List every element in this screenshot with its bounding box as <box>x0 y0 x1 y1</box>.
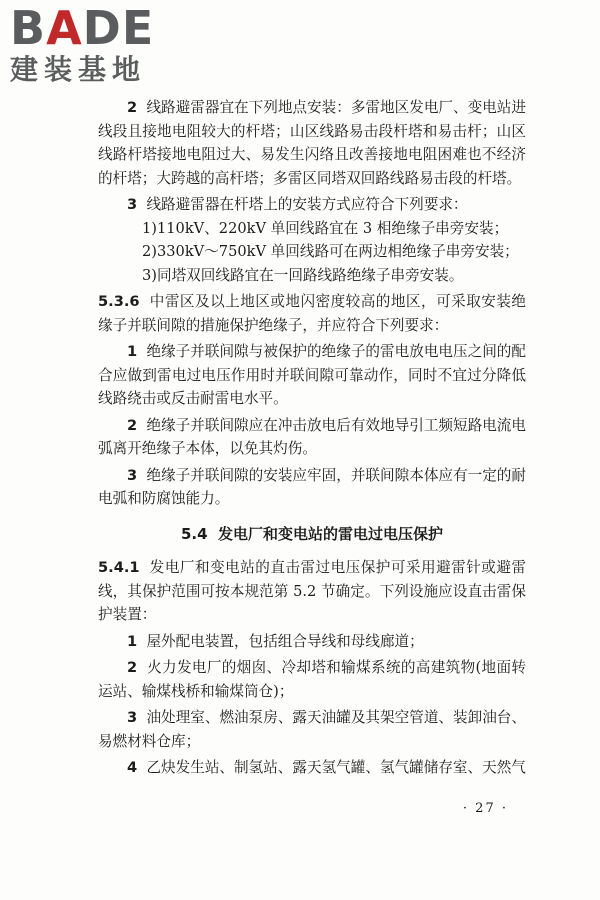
sub-item: 3)同塔双回线路宜在一回路线路绝缘子串旁安装。 <box>142 266 464 284</box>
sub-item: 1)110kV、220kV 单回线路宜在 3 相绝缘子串旁安装； <box>142 219 509 237</box>
clause-item: 4 乙炔发生站、制氢站、露天氢气罐、氢气罐储存室、天然气 <box>127 759 526 776</box>
document-body <box>98 96 526 780</box>
clause-item: 2 线路避雷器宜在下列地点安装：多雷地区发电厂、变电站进线段且接地电阻较大的杆塔；山区线路易击段杆塔和易击杆；山区线路杆塔接地电阻过大、易发生闪络且改善接地电阻困难也不经济的杆塔；大跨越的高杆塔；多雷区同塔双回路线路易击段的杆塔。 <box>98 99 526 187</box>
logo-wordmark <box>10 1 180 55</box>
clause-item: 3 绝缘子并联间隙的安装应牢固，并联间隙本体应有一定的耐电弧和防腐蚀能力。 <box>98 466 526 507</box>
logo-letters: B <box>10 1 47 55</box>
section-heading: 5.4 发电厂和变电站的雷电过电压保护 <box>180 524 444 543</box>
clause-item: 3 油处理室、燃油泵房、露天油罐及其架空管道、装卸油台、易燃材料仓库； <box>98 709 526 750</box>
clause-item: 2 绝缘子并联间隙应在冲击放电后有效地导引工频短路电流电弧离开绝缘子本体，以免其灼伤。 <box>98 416 526 457</box>
bade-logo <box>10 1 180 86</box>
logo-subtitle: 建装基地 <box>10 53 147 86</box>
clause-item: 3 线路避雷器在杆塔上的安装方式应符合下列要求： <box>127 196 468 213</box>
page-number: · 27 · <box>462 801 508 816</box>
clause-item: 2 火力发电厂的烟囱、冷却塔和输煤系统的高建筑物(地面转运站、输煤栈桥和输煤筒仓)； <box>98 659 526 700</box>
sub-item: 2)330kV～750kV 单回线路可在两边相绝缘子串旁安装； <box>142 243 519 260</box>
clause-item: 1 绝缘子并联间隙与被保护的绝缘子的雷电放电电压之间的配合应做到雷电过电压作用时并联间隙可靠动作，同时不宜过分降低线路绕击或反击耐雷电水平。 <box>98 343 526 407</box>
clause-item: 1 屋外配电装置，包括组合导线和母线廊道； <box>127 632 424 650</box>
logo-letters: DE <box>82 1 155 55</box>
clause-section: 5.4.1 发电厂和变电站的直击雷过电压保护可采用避雷针或避雷线，其保护范围可按本规范第 5.2 节确定。下列设施应设直击雷保护装置： <box>98 559 526 623</box>
logo-accent-letter: A <box>46 1 83 55</box>
clause-section: 5.3.6 中雷区及以上地区或地闪密度较高的地区，可采取安装绝缘子并联间隙的措施保护绝缘子，并应符合下列要求： <box>98 293 526 334</box>
